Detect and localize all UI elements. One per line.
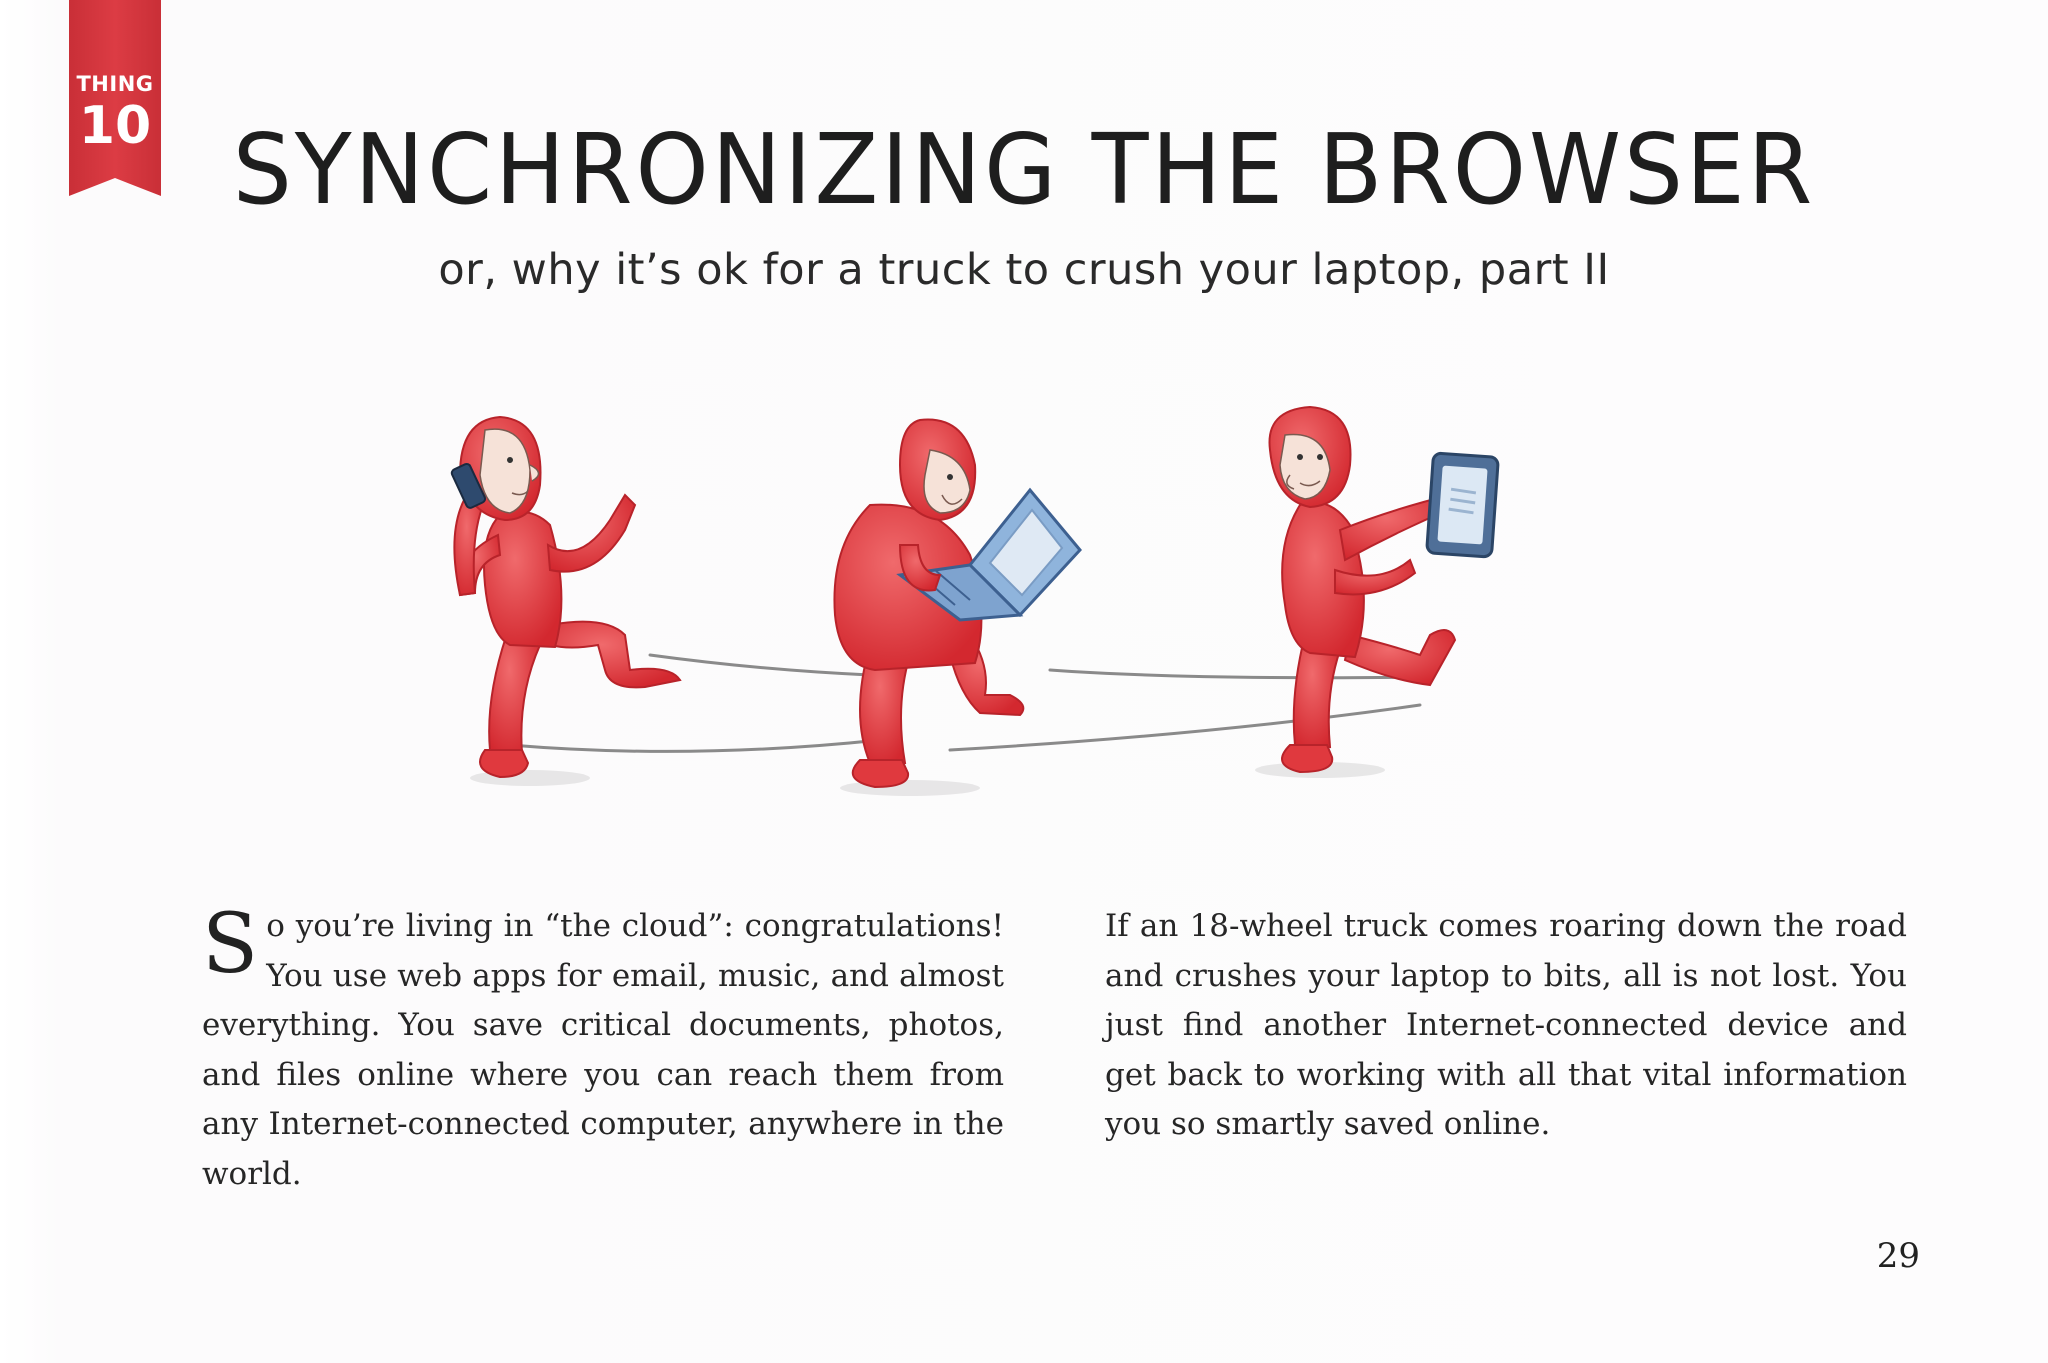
body-column-left <box>202 897 1004 1200</box>
dropcap: S <box>202 897 259 992</box>
body-text-left: o you’re living in “the cloud”: congratulations! You use web apps for email, music, and almost everything. You save critical documents, photos, and files online where you can reach them from any Internet-connected computer, anywhere in the world. <box>202 908 1004 1192</box>
figure-laptop <box>834 420 1080 796</box>
page-number: 29 <box>1876 1236 1920 1276</box>
body-column-right <box>1105 902 1907 1150</box>
body-text-right: If an 18-wheel truck comes roaring down the road and crushes your laptop to bits, all is not lost. You just find another Internet-connected device and get back to working with all that vital information you so smartly saved online. <box>1105 908 1907 1143</box>
ribbon-label: THING <box>76 72 154 96</box>
figure-phone <box>450 417 680 786</box>
page-title: SYNCHRONIZING THE BROWSER <box>232 113 1816 226</box>
page-subtitle: or, why it’s ok for a truck to crush your laptop, part II <box>438 245 1610 295</box>
ribbon-number: 10 <box>78 96 152 156</box>
illustration <box>430 395 1640 805</box>
